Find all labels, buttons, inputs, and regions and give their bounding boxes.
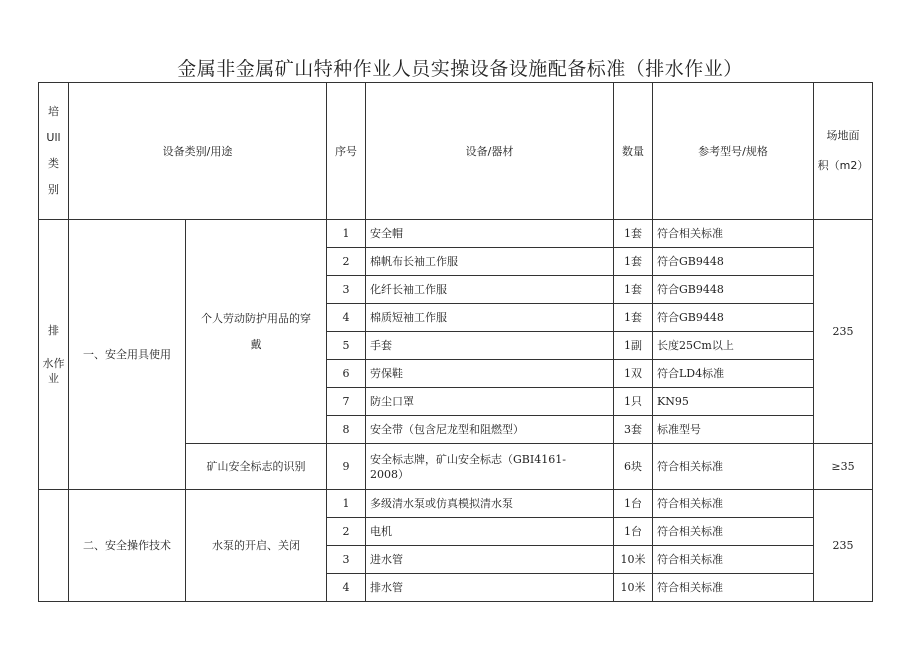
training-type-char: 业 [48,372,59,385]
training-type-char: 水作 [42,357,65,370]
seq-cell: 3 [327,276,366,304]
group-label: 矿山安全标志的识别 [186,444,327,490]
training-type-char: 排 [48,324,59,337]
seq-cell: 2 [327,248,366,276]
model-cell: 标准型号 [653,416,814,444]
header-quantity: 数量 [614,83,653,220]
equipment-cell: 电机 [366,518,614,546]
group-label-line: 戴 [250,337,262,351]
area-cell: 235 [814,490,873,602]
quantity-cell: 1只 [614,388,653,416]
equipment-cell: 进水管 [366,546,614,574]
table-row [39,220,873,248]
equipment-cell: 棉质短袖工作服 [366,304,614,332]
seq-cell: 5 [327,332,366,360]
seq-cell: 3 [327,546,366,574]
seq-cell: 1 [327,220,366,248]
equipment-cell: 安全带（包含尼龙型和阻燃型） [366,416,614,444]
seq-cell: 9 [327,444,366,490]
equipment-cell: 排水管 [366,574,614,602]
header-model: 参考型号/规格 [653,83,814,220]
model-cell: 符合相关标准 [653,220,814,248]
equipment-cell: 化纤长袖工作服 [366,276,614,304]
seq-cell: 6 [327,360,366,388]
model-cell: 符合GB9448 [653,248,814,276]
quantity-cell: 10米 [614,546,653,574]
quantity-cell: 1副 [614,332,653,360]
model-cell: 符合相关标准 [653,546,814,574]
model-cell: 符合相关标准 [653,518,814,546]
model-cell: 符合LD4标准 [653,360,814,388]
model-cell: 符合GB9448 [653,304,814,332]
area-cell: ≥35 [814,444,873,490]
quantity-cell: 1套 [614,304,653,332]
section-label: 二、安全操作技术 [69,490,186,602]
header-seq: 序号 [327,83,366,220]
quantity-cell: 1双 [614,360,653,388]
header-training-type-char: 别 [48,183,59,196]
quantity-cell: 1套 [614,220,653,248]
equipment-cell: 防尘口罩 [366,388,614,416]
equipment-standard-table [38,82,873,602]
equipment-line: 2008） [370,467,409,481]
seq-cell: 7 [327,388,366,416]
seq-cell: 1 [327,490,366,518]
equipment-cell: 棉帆布长袖工作服 [366,248,614,276]
equipment-cell: 多级清水泵或仿真模拟清水泵 [366,490,614,518]
training-type-cell [39,220,69,490]
quantity-cell: 3套 [614,416,653,444]
equipment-line: 安全标志牌，矿山安全标志（GBI4161- [370,452,566,466]
model-cell: 符合相关标准 [653,490,814,518]
equipment-cell: 劳保鞋 [366,360,614,388]
quantity-cell: 6块 [614,444,653,490]
model-cell: 符合相关标准 [653,444,814,490]
header-area [814,83,873,220]
group-label [186,220,327,444]
equipment-cell: 手套 [366,332,614,360]
seq-cell: 4 [327,574,366,602]
table-row [39,490,873,518]
header-category-use: 设备类别/用途 [69,83,327,220]
quantity-cell: 1台 [614,490,653,518]
equipment-cell: 安全帽 [366,220,614,248]
seq-cell: 2 [327,518,366,546]
quantity-cell: 1套 [614,248,653,276]
training-type-cell-blank [39,490,69,602]
group-label: 水泵的开启、关闭 [186,490,327,602]
seq-cell: 8 [327,416,366,444]
area-cell: 235 [814,220,873,444]
quantity-cell: 1套 [614,276,653,304]
model-cell: 符合GB9448 [653,276,814,304]
header-equipment: 设备/器材 [366,83,614,220]
section-label: 一、安全用具使用 [69,220,186,490]
header-area-line: 场地面 [826,129,860,142]
seq-cell: 4 [327,304,366,332]
quantity-cell: 10米 [614,574,653,602]
group-label-line: 个人劳动防护用品的穿 [201,311,311,325]
quantity-cell: 1台 [614,518,653,546]
header-training-type-char: 培 [48,105,59,118]
table-header-row [39,83,873,220]
header-training-type [39,83,69,220]
header-training-type-char: 类 [48,157,59,170]
model-cell: 长度25Cm以上 [653,332,814,360]
page-title: 金属非金属矿山特种作业人员实操设备设施配备标准（排水作业） [177,58,743,80]
equipment-cell [366,444,614,490]
model-cell: 符合相关标准 [653,574,814,602]
header-area-line: 积（m2） [817,159,869,172]
model-cell: KN95 [653,388,814,416]
header-training-type-char: Ull [46,131,61,144]
